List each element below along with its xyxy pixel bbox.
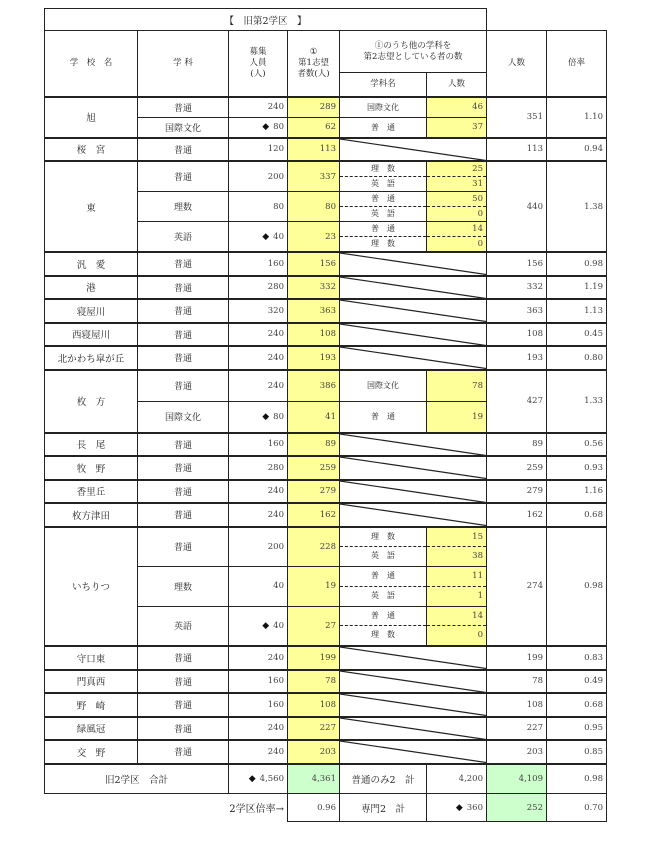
- not-applicable-cell: [340, 138, 487, 162]
- second-dept-name: 国際文化: [340, 97, 427, 118]
- applicant-total: 203: [487, 740, 547, 764]
- applicant-total: 156: [487, 252, 547, 276]
- capacity: [229, 433, 288, 457]
- second-dept-counts: [427, 606, 487, 646]
- dept-name: 普通: [138, 503, 229, 527]
- header-school: 学 校 名: [45, 31, 138, 97]
- not-applicable-cell: [340, 717, 487, 741]
- capacity-value: 40: [273, 620, 284, 631]
- header-second-line: 第2志望としている者の数: [363, 51, 463, 62]
- second-dept-name: 普 通: [340, 607, 426, 627]
- first-choice-count: 162: [288, 503, 340, 527]
- diagonal-line: [340, 347, 486, 369]
- table-row: [45, 433, 607, 457]
- applicant-total: 108: [487, 323, 547, 347]
- first-choice-count: 228: [288, 527, 340, 567]
- second-dept-count: 38: [472, 551, 483, 562]
- special-total-capacity-value: 360: [466, 802, 483, 813]
- capacity-value: 240: [267, 486, 284, 497]
- first-choice-count: 78: [288, 670, 340, 694]
- school-name: 枚方津田: [45, 503, 138, 527]
- dept-name: 普通: [138, 646, 229, 670]
- second-dept-name: 普 通: [340, 117, 427, 138]
- capacity: [229, 480, 288, 504]
- diamond-icon: ◆: [455, 802, 463, 813]
- table-row: [45, 717, 607, 741]
- table-row: [45, 252, 607, 276]
- capacity-value: 80: [273, 122, 284, 132]
- table-row: [45, 693, 607, 717]
- table-row: [45, 97, 607, 118]
- not-applicable-cell: [340, 346, 487, 370]
- first-choice-count: 363: [288, 299, 340, 323]
- dept-name: 国際文化: [138, 401, 229, 433]
- table-row: [45, 670, 607, 694]
- second-dept-count: 14: [427, 607, 486, 627]
- application-ratio: 1.10: [547, 97, 607, 138]
- capacity-value: 40: [273, 231, 284, 242]
- dept-name: 英語: [138, 606, 229, 646]
- header-second-count: 人数: [427, 73, 487, 97]
- applicant-total: 274: [487, 527, 547, 647]
- capacity-value: 240: [267, 723, 284, 734]
- second-dept-name: 普 通: [340, 192, 426, 207]
- first-choice-count: 203: [288, 740, 340, 764]
- capacity: [229, 97, 288, 118]
- second-dept-counts: [427, 161, 487, 192]
- district-ratio-row: [45, 794, 607, 822]
- second-dept-count: 37: [427, 117, 487, 138]
- application-ratio: 0.68: [547, 503, 607, 527]
- not-applicable-cell: [340, 740, 487, 764]
- capacity-value: 240: [267, 652, 284, 663]
- school-name: 旭: [45, 97, 138, 138]
- applicant-total: 108: [487, 693, 547, 717]
- second-dept-count: 78: [427, 370, 487, 402]
- header-first-line: ①: [309, 46, 318, 57]
- second-dept-name: 普 通: [340, 567, 426, 587]
- header-second-choice-group: [340, 31, 487, 73]
- second-dept-counts: [427, 567, 487, 607]
- totals-capacity: [229, 764, 288, 794]
- capacity: [229, 161, 288, 192]
- dept-name: 普通: [138, 252, 229, 276]
- general-total-applicants: 4,109: [487, 764, 547, 794]
- header-first-line: 第1志望: [298, 57, 329, 68]
- school-name: いちりつ: [45, 527, 138, 647]
- capacity-value: 240: [267, 352, 284, 363]
- school-name: 汎 愛: [45, 252, 138, 276]
- table-title: 【 旧第2学区 】: [45, 9, 487, 31]
- table-row: [45, 138, 607, 162]
- capacity: [229, 252, 288, 276]
- diagonal-line: [340, 647, 486, 669]
- first-choice-count: 80: [288, 192, 340, 222]
- application-ratio: 0.98: [547, 252, 607, 276]
- dept-name: 普通: [138, 527, 229, 567]
- application-ratio: 1.13: [547, 299, 607, 323]
- school-name: 北かわち皐が丘: [45, 346, 138, 370]
- table-row: [45, 503, 607, 527]
- first-choice-count: 279: [288, 480, 340, 504]
- application-ratio: 1.19: [547, 276, 607, 300]
- header-first-choice: [288, 31, 340, 97]
- header-ratio: 倍率: [547, 31, 607, 97]
- second-dept-count: 31: [472, 179, 483, 189]
- applicant-total: 332: [487, 276, 547, 300]
- table-row: [45, 276, 607, 300]
- first-choice-count: 227: [288, 717, 340, 741]
- capacity-value: 200: [267, 541, 284, 552]
- capacity: [229, 222, 288, 253]
- dept-name: 英語: [138, 222, 229, 253]
- diamond-icon: ◆: [262, 231, 270, 242]
- second-dept-count: 25: [427, 162, 486, 177]
- capacity-value: 200: [267, 171, 284, 182]
- diagonal-line: [340, 434, 486, 456]
- district-ratio-label: 2学区倍率→: [229, 804, 284, 816]
- applicant-total: 259: [487, 456, 547, 480]
- not-applicable-cell: [340, 433, 487, 457]
- application-ratio: 0.83: [547, 646, 607, 670]
- not-applicable-cell: [340, 480, 487, 504]
- capacity: [229, 299, 288, 323]
- header-capacity-line: 人員: [249, 57, 267, 68]
- diagonal-line: [340, 718, 486, 740]
- capacity: [229, 276, 288, 300]
- school-name: 枚 方: [45, 370, 138, 433]
- district-ratio-value: 0.96: [288, 794, 340, 822]
- applicant-total: 199: [487, 646, 547, 670]
- capacity-value: 80: [273, 411, 284, 422]
- second-dept-names: [340, 222, 427, 253]
- capacity: [229, 456, 288, 480]
- general-total-label: 普通のみ2 計: [340, 764, 427, 794]
- dept-name: 普通: [138, 276, 229, 300]
- application-ratio: 1.38: [547, 161, 607, 252]
- capacity-value: 160: [267, 258, 284, 269]
- second-dept-name: 理 数: [371, 630, 395, 640]
- applicant-total: 89: [487, 433, 547, 457]
- dept-name: 普通: [138, 740, 229, 764]
- capacity: [229, 646, 288, 670]
- capacity-value: 240: [267, 329, 284, 340]
- not-applicable-cell: [340, 323, 487, 347]
- dept-name: 理数: [138, 192, 229, 222]
- second-dept-names: [340, 567, 427, 607]
- table-row: [45, 346, 607, 370]
- table-row: [45, 370, 607, 402]
- dept-name: 普通: [138, 717, 229, 741]
- second-dept-names: [340, 161, 427, 192]
- application-ratio-document: [44, 8, 607, 822]
- first-choice-count: 337: [288, 161, 340, 192]
- second-dept-name: 理 数: [371, 239, 395, 248]
- header-second-dept: 学科名: [340, 73, 427, 97]
- general-total-ratio: 0.98: [547, 764, 607, 794]
- capacity: [229, 527, 288, 567]
- school-name: 東: [45, 161, 138, 252]
- first-choice-count: 289: [288, 97, 340, 118]
- capacity: [229, 370, 288, 402]
- capacity: [229, 401, 288, 433]
- first-choice-count: 108: [288, 693, 340, 717]
- second-dept-names: [340, 527, 427, 567]
- second-dept-counts: [427, 527, 487, 567]
- first-choice-count: 27: [288, 606, 340, 646]
- table-row: [45, 480, 607, 504]
- table-row: [45, 527, 607, 567]
- second-dept-count: 50: [427, 192, 486, 207]
- capacity: [229, 717, 288, 741]
- capacity: [229, 740, 288, 764]
- capacity: [229, 323, 288, 347]
- first-choice-count: 108: [288, 323, 340, 347]
- school-name: 港: [45, 276, 138, 300]
- header-capacity-line: 募集: [249, 46, 267, 57]
- blank: [487, 9, 607, 31]
- dept-name: 普通: [138, 370, 229, 402]
- second-dept-name: 英 語: [371, 209, 395, 218]
- table-row: [45, 646, 607, 670]
- application-ratio: 1.16: [547, 480, 607, 504]
- table-row: [45, 161, 607, 192]
- school-name: 門真西: [45, 670, 138, 694]
- school-name: 守口東: [45, 646, 138, 670]
- school-name: 桜 宮: [45, 138, 138, 162]
- header-first-line: 者数(人): [297, 68, 330, 79]
- second-dept-counts: [427, 192, 487, 222]
- applicant-total: 363: [487, 299, 547, 323]
- capacity: [229, 117, 288, 138]
- dept-name: 普通: [138, 480, 229, 504]
- applicant-total: 113: [487, 138, 547, 162]
- applicant-total: 78: [487, 670, 547, 694]
- dept-name: 普通: [138, 433, 229, 457]
- second-dept-name: 英 語: [371, 590, 395, 600]
- diagonal-line: [340, 694, 486, 716]
- first-choice-count: 156: [288, 252, 340, 276]
- not-applicable-cell: [340, 693, 487, 717]
- first-choice-count: 259: [288, 456, 340, 480]
- second-dept-name: 理 数: [340, 528, 426, 548]
- capacity: [229, 693, 288, 717]
- school-name: 長 尾: [45, 433, 138, 457]
- first-choice-count: 199: [288, 646, 340, 670]
- second-dept-count: 19: [427, 401, 487, 433]
- capacity: [229, 346, 288, 370]
- application-ratio: 0.56: [547, 433, 607, 457]
- capacity: [229, 670, 288, 694]
- second-dept-name: 国際文化: [340, 370, 427, 402]
- second-dept-name: 普 通: [340, 401, 427, 433]
- diamond-icon: ◆: [262, 620, 270, 631]
- first-choice-count: 19: [288, 567, 340, 607]
- dept-name: 普通: [138, 693, 229, 717]
- dept-name: 普通: [138, 670, 229, 694]
- capacity: [229, 567, 288, 607]
- capacity-value: 160: [267, 699, 284, 710]
- diagonal-line: [340, 277, 486, 299]
- diagonal-line: [340, 504, 486, 526]
- second-dept-count: 0: [477, 239, 483, 249]
- school-name: 香里丘: [45, 480, 138, 504]
- second-dept-count: 0: [477, 209, 483, 219]
- capacity-value: 240: [267, 102, 284, 112]
- application-ratio: 0.94: [547, 138, 607, 162]
- table-row: [45, 323, 607, 347]
- application-ratio: 0.85: [547, 740, 607, 764]
- special-total-ratio: 0.70: [547, 794, 607, 822]
- capacity-value: 160: [267, 439, 284, 450]
- diagonal-line: [340, 671, 486, 693]
- first-choice-count: 193: [288, 346, 340, 370]
- header-dept: 学 科: [138, 31, 229, 97]
- first-choice-count: 386: [288, 370, 340, 402]
- diagonal-line: [340, 457, 486, 479]
- capacity-value: 280: [267, 462, 284, 473]
- second-dept-name: 英 語: [371, 179, 395, 188]
- capacity-value: 280: [267, 282, 284, 293]
- diagonal-line: [340, 324, 486, 346]
- first-choice-count: 23: [288, 222, 340, 253]
- second-dept-name: 英 語: [371, 551, 395, 561]
- capacity: [229, 192, 288, 222]
- application-table: [44, 8, 607, 822]
- diamond-icon: ◆: [262, 122, 270, 132]
- applicant-total: 227: [487, 717, 547, 741]
- special-total-label: 専門2 計: [340, 794, 427, 822]
- application-ratio: 0.49: [547, 670, 607, 694]
- second-dept-count: 46: [427, 97, 487, 118]
- applicant-total: 440: [487, 161, 547, 252]
- special-total-capacity: [427, 794, 487, 822]
- diagonal-line: [340, 300, 486, 322]
- not-applicable-cell: [340, 276, 487, 300]
- totals-capacity-value: 4,560: [259, 773, 284, 784]
- second-dept-count: 11: [427, 567, 486, 587]
- second-dept-name: 理 数: [340, 162, 426, 177]
- application-ratio: 1.33: [547, 370, 607, 433]
- applicant-total: 162: [487, 503, 547, 527]
- capacity-value: 240: [267, 509, 284, 520]
- second-dept-names: [340, 606, 427, 646]
- diagonal-line: [340, 481, 486, 503]
- diagonal-line: [340, 139, 486, 161]
- school-name: 寝屋川: [45, 299, 138, 323]
- not-applicable-cell: [340, 503, 487, 527]
- dept-name: 普通: [138, 346, 229, 370]
- capacity-value: 320: [267, 305, 284, 316]
- application-ratio: 0.98: [547, 527, 607, 647]
- not-applicable-cell: [340, 252, 487, 276]
- capacity-value: 240: [267, 380, 284, 391]
- dept-name: 普通: [138, 138, 229, 162]
- second-dept-count: 14: [427, 222, 486, 237]
- header-capacity-line: (人): [250, 68, 266, 79]
- table-row: [45, 299, 607, 323]
- special-total-applicants: 252: [487, 794, 547, 822]
- dept-name: 国際文化: [138, 117, 229, 138]
- not-applicable-cell: [340, 646, 487, 670]
- first-choice-count: 62: [288, 117, 340, 138]
- diagonal-line: [340, 253, 486, 275]
- header-second-line: ①のうち他の学科を: [374, 40, 452, 51]
- first-choice-count: 113: [288, 138, 340, 162]
- general-total-capacity: 4,200: [427, 764, 487, 794]
- capacity: [229, 138, 288, 162]
- school-name: 交 野: [45, 740, 138, 764]
- totals-label: 旧2学区 合計: [45, 764, 229, 794]
- second-dept-count: 15: [427, 528, 486, 548]
- dept-name: 普通: [138, 456, 229, 480]
- applicant-total: 193: [487, 346, 547, 370]
- capacity-value: 120: [267, 144, 284, 155]
- diagonal-line: [340, 741, 486, 763]
- dept-name: 普通: [138, 299, 229, 323]
- not-applicable-cell: [340, 299, 487, 323]
- second-dept-count: 1: [477, 590, 483, 601]
- second-dept-names: [340, 192, 427, 222]
- application-ratio: 0.95: [547, 717, 607, 741]
- applicant-total: 279: [487, 480, 547, 504]
- school-name: 野 崎: [45, 693, 138, 717]
- header-capacity: [229, 31, 288, 97]
- first-choice-count: 89: [288, 433, 340, 457]
- totals-first-choice: 4,361: [288, 764, 340, 794]
- diamond-icon: ◆: [248, 773, 256, 784]
- second-dept-counts: [427, 222, 487, 253]
- school-name: 緑風冠: [45, 717, 138, 741]
- applicant-total: 427: [487, 370, 547, 433]
- diamond-icon: ◆: [262, 411, 270, 422]
- application-ratio: 0.80: [547, 346, 607, 370]
- dept-name: 普通: [138, 161, 229, 192]
- school-name: 西寝屋川: [45, 323, 138, 347]
- not-applicable-cell: [340, 670, 487, 694]
- capacity-value: 80: [273, 201, 284, 212]
- capacity: [229, 606, 288, 646]
- dept-name: 理数: [138, 567, 229, 607]
- second-dept-name: 普 通: [340, 222, 426, 237]
- applicant-total: 351: [487, 97, 547, 138]
- table-row: [45, 456, 607, 480]
- application-ratio: 0.68: [547, 693, 607, 717]
- header-total: 人数: [487, 31, 547, 97]
- dept-name: 普通: [138, 97, 229, 118]
- not-applicable-cell: [340, 456, 487, 480]
- capacity: [229, 503, 288, 527]
- second-dept-count: 0: [477, 630, 483, 641]
- application-ratio: 0.45: [547, 323, 607, 347]
- capacity-value: 240: [267, 746, 284, 757]
- capacity-value: 160: [267, 676, 284, 687]
- dept-name: 普通: [138, 323, 229, 347]
- first-choice-count: 332: [288, 276, 340, 300]
- school-name: 牧 野: [45, 456, 138, 480]
- totals-row: [45, 764, 607, 794]
- capacity-value: 40: [273, 581, 284, 592]
- application-ratio: 0.93: [547, 456, 607, 480]
- table-row: [45, 740, 607, 764]
- first-choice-count: 41: [288, 401, 340, 433]
